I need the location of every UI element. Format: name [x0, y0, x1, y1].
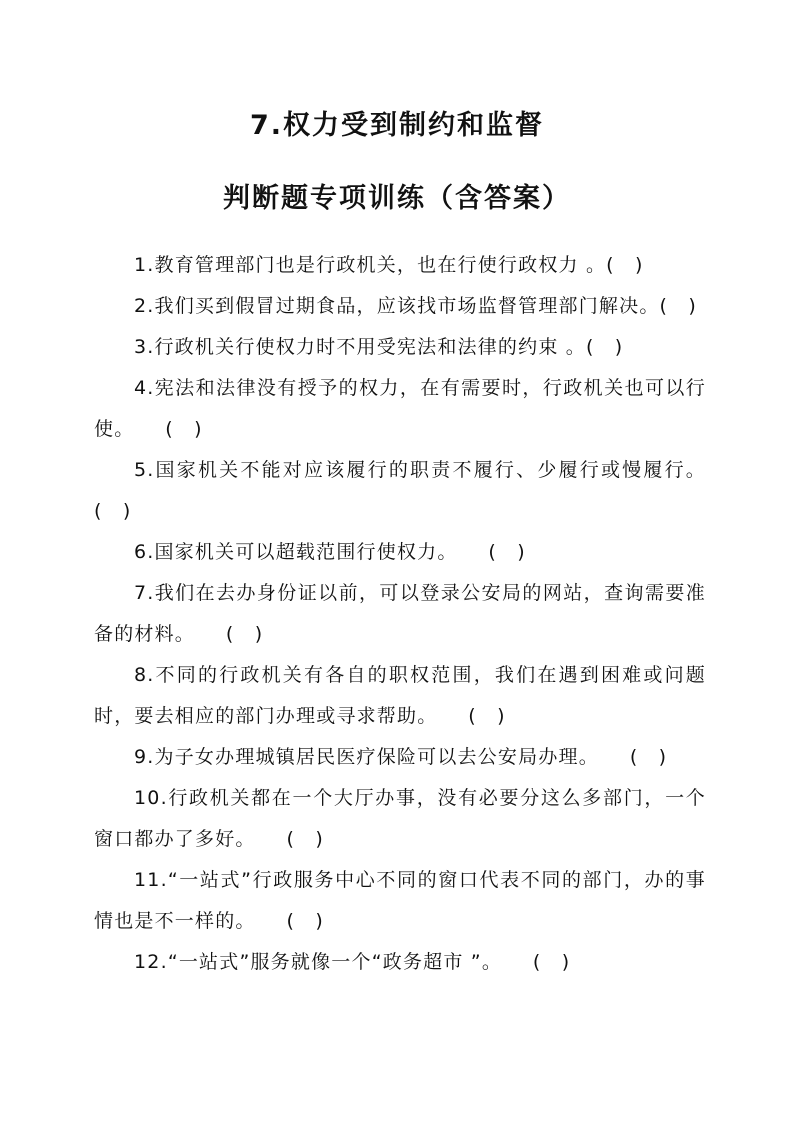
question-item: 10.行政机关都在一个大厅办事，没有必要分这么多部门，一个窗口都办了多好。 ( ) — [94, 787, 706, 850]
question-item: 2.我们买到假冒过期食品，应该找市场监督管理部门解决。( ) — [134, 295, 697, 317]
page-title: 7.权力受到制约和监督 — [249, 110, 545, 141]
question-item: 9.为子女办理城镇居民医疗保险可以去公安局办理。 ( ) — [134, 746, 668, 768]
question-item: 1.教育管理部门也是行政机关，也在行使行政权力 。( ) — [134, 254, 644, 276]
question-item: 12.“一站式”服务就像一个“政务超市 ”。 ( ) — [134, 951, 571, 973]
question-item: 6.国家机关可以超载范围行使权力。 ( ) — [134, 541, 526, 563]
question-item: 4.宪法和法律没有授予的权力，在有需要时，行政机关也可以行使。 ( ) — [94, 377, 706, 440]
question-item: 3.行政机关行使权力时不用受宪法和法律的约束 。( ) — [134, 336, 624, 358]
page-subtitle: 判断题专项训练（含答案） — [223, 183, 571, 214]
question-item: 8.不同的行政机关有各自的职权范围，我们在遇到困难或问题时，要去相应的部门办理或寻求帮助。 ( ) — [94, 664, 706, 727]
question-list — [94, 245, 706, 983]
question-item: 11.“一站式”行政服务中心不同的窗口代表不同的部门，办的事情也是不一样的。 ( ) — [94, 869, 706, 932]
question-item: 5.国家机关不能对应该履行的职责不履行、少履行或慢履行。( ) — [94, 459, 706, 522]
question-item: 7.我们在去办身份证以前，可以登录公安局的网站，查询需要准备的材料。 ( ) — [94, 582, 706, 645]
